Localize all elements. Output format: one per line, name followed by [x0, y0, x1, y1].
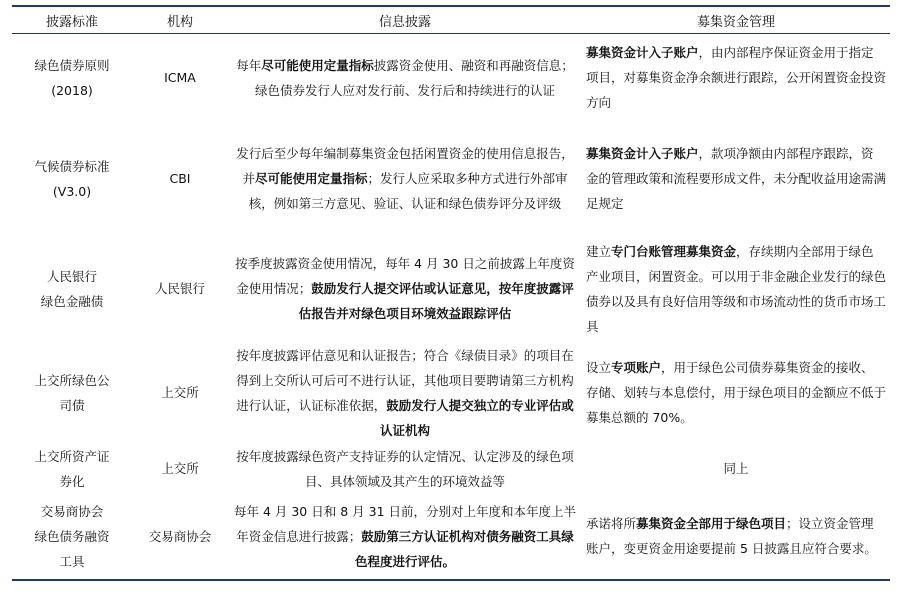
header-row: [12, 6, 890, 34]
standard-line: 绿色金融债: [40, 293, 104, 309]
cell-info-disclosure: [228, 444, 582, 494]
emphasis-text: 鼓励发行人提交评估或认证意见，按年度披露评估报告并对绿色项目环境效益跟踪评估: [298, 281, 574, 321]
table-row: [12, 444, 890, 494]
cell-standard: [12, 342, 132, 444]
standard-line: 绿色债务融资: [34, 528, 110, 544]
standard-line: 交易商协会: [40, 503, 104, 519]
body-text: ；发行人应采取多种方式进行外部审核，例如第三方意见、验证、认证和绿色债券评分及评级: [248, 171, 568, 211]
table-row: [12, 342, 890, 444]
cell-organization: CBI: [169, 171, 191, 186]
cell-fund-management: [582, 342, 890, 444]
emphasis-text: 鼓励第三方认证机构对债务融资工具绿色程度进行评估。: [354, 528, 574, 569]
cell-fund-management: [582, 444, 890, 494]
cell-standard: [12, 444, 132, 494]
table-row: [12, 494, 890, 580]
cell-standard: [12, 122, 132, 236]
body-text: 发行后至少每年编制募集资金包括闲置资金的使用信息报告，并: [236, 146, 574, 186]
header-org: 机构: [132, 6, 228, 34]
emphasis-text: 尽可能使用定量指标: [254, 171, 368, 186]
body-text: 按季度披露资金使用情况，每年 4 月 30 日之前披露上年度资金使用情况；: [235, 256, 575, 296]
standard-line: 绿色债券原则: [34, 57, 110, 73]
header-info-disclosure: 信息披露: [228, 6, 582, 34]
cell-organization: 上交所: [161, 461, 199, 476]
emphasis-text: 鼓励发行人提交独立的专业评估或认证机构: [379, 397, 574, 438]
cell-info-disclosure: [228, 342, 582, 444]
emphasis-text: 募集资金计入子账户: [586, 45, 699, 61]
emphasis-text: 专项账户: [611, 360, 662, 375]
standard-line: (2018): [51, 82, 93, 98]
body-text: 按年度披露评估意见和认证报告；符合《绿债目录》的项目在得到上交所认可后可不进行认证，其他项目要聘请第三方机构进行认证，认证标准依据，: [236, 347, 574, 413]
cell-organization: ICMA: [164, 70, 196, 86]
body-text: 同上: [723, 461, 749, 476]
body-text: ，用于绿色公司债券募集资金的接收、存储、划转与本息偿付，用于绿色项目的金额应不低于募集总额的 70%。: [586, 360, 887, 425]
body-text: 每年: [236, 57, 262, 73]
body-text: ，存续期内全部用于绿色产业项目，闲置资金。可以用于非金融企业发行的绿色债券以及具有良好信用等级和市场流动性的货币市场工具: [586, 243, 887, 334]
cell-info-disclosure: [228, 494, 582, 580]
body-text: 承诺将所: [586, 516, 637, 531]
table-row: [12, 122, 890, 236]
standard-line: 人民银行: [46, 268, 97, 284]
body-text: ；设立资金管理账户，变更资金用途要提前 5 日披露且应符合要求。: [586, 516, 877, 556]
cell-info-disclosure: [228, 34, 582, 122]
emphasis-text: 募集资金全部用于绿色项目: [636, 516, 787, 531]
standard-line: 券化: [59, 473, 85, 489]
emphasis-text: 专门台账管理募集资金: [611, 243, 737, 259]
cell-info-disclosure: [228, 236, 582, 342]
cell-standard: [12, 236, 132, 342]
standard-line: 上交所绿色公: [34, 372, 110, 388]
emphasis-text: 尽可能使用定量指标: [261, 57, 374, 73]
standard-line: 上交所资产证: [34, 448, 110, 464]
body-text: 每年 4 月 30 日和 8 月 31 日前，分别对上年度和本年度上半年资金信息进行披露；: [233, 503, 576, 544]
cell-fund-management: [582, 34, 890, 122]
cell-standard: [12, 34, 132, 122]
cell-info-disclosure: [228, 122, 582, 236]
standard-line: 气候债券标准: [34, 158, 110, 174]
cell-organization: 人民银行: [154, 281, 205, 296]
standard-line: (V3.0): [52, 183, 92, 199]
cell-fund-management: [582, 122, 890, 236]
cell-standard: [12, 494, 132, 580]
body-text: ，由内部程序保证资金用于指定项目，对募集资金净余额进行跟踪，公开闲置资金投资方向: [586, 45, 887, 111]
cell-organization: 上交所: [161, 385, 199, 400]
body-text: 披露资金使用、融资和再融资信息；绿色债券发行人应对发行前、发行后和持续进行的认证: [254, 57, 574, 98]
body-text: 建立: [586, 243, 612, 259]
emphasis-text: 募集资金计入子账户: [586, 146, 699, 161]
standard-line: 司债: [59, 397, 85, 413]
body-text: ，款项净额由内部程序跟踪，资金的管理政策和流程要形成文件，未分配收益用途需满足规定: [586, 146, 887, 211]
table-row: [12, 236, 890, 342]
disclosure-standards-table: [12, 5, 890, 581]
body-text: 按年度披露绿色资产支持证券的认定情况、认定涉及的绿色项目、具体领域及其产生的环境效益等: [236, 448, 574, 489]
header-standard: 披露标准: [12, 6, 132, 34]
cell-organization: 交易商协会: [132, 494, 228, 580]
cell-fund-management: [582, 236, 890, 342]
body-text: 设立: [586, 360, 612, 375]
header-fund-management: 募集资金管理: [582, 6, 890, 34]
table-row: [12, 34, 890, 122]
cell-fund-management: [582, 494, 890, 580]
standard-line: 工具: [59, 553, 85, 569]
